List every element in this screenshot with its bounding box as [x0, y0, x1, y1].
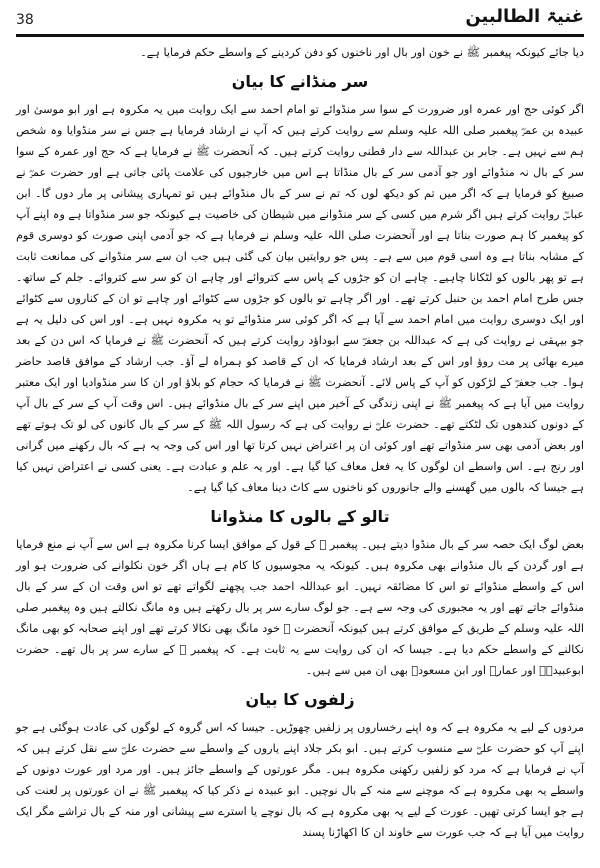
body-text [16, 42, 584, 843]
running-title: غنیۃ الطالبین [465, 6, 584, 27]
paragraph: مردوں کے لیے یہ مکروہ ہے کہ وہ اپنے رخساروں پر زلفیں چھوڑیں۔ جیسا کہ اس گروہ کے لوگوں کی عادت ہوگئی ہے جو اپنے آپ کو حضرت علیؓ سے منسوب کرتے ہیں۔ ابو بکر جلاد اپنے یاروں کے واسطے سے حضرت علیؓ سے نقل کرتے ہیں کہ آپ نے فرمایا ہے کہ مرد کو زلفیں رکھنی مکروہ ہیں۔ مگر عورتوں کے واسطے جائز ہیں۔ اور مرد اور عورت دونوں کے واسطے یہ بھی مکروہ ہے کہ موچنے سے منہ کے بال نوچیں۔ ابو عبیدہ نے ذکر کیا کہ پیغمبر ﷺ نے ان عورتوں پر لعنت کی ہے جو ایسا کرتی تھیں۔ عورت کے لیے یہ بھی مکروہ ہے کہ بال نوچے یا استرے سے پیشانی اور منہ کے بال تراشے مگر ایک روایت میں آیا ہے کہ جب عورت سے خاوند ان کا اکھاڑنا پسند [16, 721, 584, 839]
page-header [16, 6, 584, 34]
section-heading-locks: زلفوں کا بیان [245, 690, 355, 709]
header-rule [16, 34, 584, 37]
paragraph: اگر کوئی حج اور عمرہ اور ضرورت کے سوا سر منڈوائے تو امام احمد سے ایک روایت میں یہ مکروہ ہے اور ابو موسیٰ اور عبیدہ بن عمرؓ پیغمبر صلی اللہ علیہ وسلم سے روایت کرتے ہیں کہ آپ نے ارشاد فرمایا ہے جس نے سر منڈوایا وہ شخص ہم سے نہیں ہے۔ جابر بن عبداللہ سے دار قطنی روایت کرتے ہیں۔ کہ آنحضرت ﷺ نے فرمایا ہے کہ حج اور عمرہ کے سوا سر کے بال نہ منڈوائے اور جو آدمی سر کے بال منڈاتا ہے اس میں خارجیوں کی علامت پائی جاتی ہے اور حضرت عمرؓ نے صبیغ کو فرمایا ہے کہ اگر میں تم کو دیکھ لوں کہ تم نے سر کے بال منڈوائے ہیں تو تمہاری پیشانی پر مار دوں گا۔ ابن عباسؓ روایت کرتے ہیں اگر شرم میں کسی کے سر منڈوانے میں شیطان کی خاصیت ہے کیونکہ جو سر منڈواتا ہے وہ اپنے آپ کو پیغمبر کا ہم صورت بناتا ہے اور آنحضرت صلی اللہ علیہ وسلم نے فرمایا ہے کہ جو آدمی اپنی صورت کو دوسری قوم کے مشابہ بناتا ہے وہ اسی قوم میں سے ہے۔ پس جو روایتیں بیان کی گئی ہیں جب ان سے سر منڈوانے کی ممانعت ثابت ہے تو پھر بالوں کو لٹکانا چاہیے۔ چاہے ان کو جڑوں کے پاس سے کتروائے اور چاہے ان کو سر سے کتروائے۔ جلم کے ساتھ۔ جس طرح امام احمد بن حنبل کرتے تھے۔ اور اگر چاہے تو بالوں کو جڑوں سے کٹوائے اور چاہے تو ان کے کناروں سے کٹوائے اور ایک دوسری روایت میں امام احمد سے آیا ہے کہ اگر کوئی سر منڈوائے تو یہ مکروہ نہیں ہے۔ اور اس کی دلیل یہ ہے جو بیہقی نے روایت کی ہے کہ عبداللہ بن جعفرؓ سے ابوداؤد روایت کرتے ہیں کہ آنحضرت ﷺ نے فرمایا کہ اس دن کے بعد میرے بھائی پر مت روؤ اور اس کے بعد ارشاد فرمایا کہ ان کے قاصد کو ہمراہ لے آؤ۔ جب ارشاد کے موافق قاصد حاضر ہوا۔ جب جعفرؓ کے لڑکوں کو آپ کے پاس لائے۔ آنحضرت ﷺ نے فرمایا کہ حجام کو بلاؤ اور ان کا سر منڈوادیا اور ایک معتبر روایت میں آیا ہے کہ پیغمبر ﷺ نے اپنی زندگی کے آخیر میں اپنے سر کے بال منڈوائے ہیں۔ اس وقت آپ کے سر کے بال آپ کے دونوں کندھوں تک لٹکتے تھے۔ حضرت علیؓ نے روایت کی ہے کہ رسول اللہ ﷺ کے سر کے بال کانوں کی لو تک ہوتے تھے اور بعض آدمی بھی سر منڈواتے تھے اور کوئی ان پر اعتراض نہیں کرتا تھا اور اس کی وجہ یہ ہے کہ بال رکھنے میں گرانی اور رنج ہے۔ اس واسطے ان لوگوں کا یہ فعل معاف کیا گیا ہے۔ اور یہ علم و عبادت ہے۔ یعنی کسی نے اعتراض نہیں کیا ہے جیسا کہ بالوں میں گھسنے والے جانوروں کو ناخنوں سے کاٹ دینا معاف کیا گیا ہے۔ [16, 103, 584, 494]
section-heading-crown-shaving: تالو کے بالوں کا منڈوانا [210, 507, 390, 526]
intro-line: دیا جائے کیونکہ پیغمبر ﷺ نے خون اور بال اور ناخنوں کو دفن کردینے کے واسطے حکم فرمایا ہے۔ [140, 46, 584, 59]
page-number: 38 [16, 12, 34, 28]
paragraph: بعض لوگ ایک حصہ سر کے بال منڈوا دیتے ہیں۔ پیغمبر ﷺ کے قول کے موافق ایسا کرنا مکروہ ہے اس سے آپ نے منع فرمایا ہے اور گردن کے بال منڈوانے بھی مکروہ ہیں۔ کیونکہ یہ مجوسیوں کا کام ہے ہاں اگر خون نکلوانے کی ضرورت ہو اور اس کے واسطے منڈوائے تو اس کا مضائقہ نہیں۔ ابو عبداللہ احمد جب پچھنے لگواتے تھے تو اس وقت ان کے سر کے بال منڈوائے جاتے تھے اور یہ مجبوری کی وجہ سے ہے۔ جو لوگ سارے سر پر بال رکھتے ہیں وہ مانگ نکالتے ہیں وہ پیغمبر صلی اللہ علیہ وسلم کے طریق کے موافق کرتے ہیں کیونکہ آنحضرت ﷺ خود مانگ بھی نکالا کرتے تھے اور اپنے صحابہ کو بھی مانگ نکالنے کے واسطے حکم دیا ہے۔ جیسا کہ ان کی روایت سے یہ ثابت ہے۔ کہ پیغمبر ﷺ کے سارے سر پر بال تھے۔ حضرت ابوعبیدہؓ اور عمارؓ اور ابن مسعودؓ بھی ان میں سے ہیں۔ [16, 538, 584, 677]
section-heading-head-shaving: سر منڈانے کا بیان [231, 72, 369, 91]
